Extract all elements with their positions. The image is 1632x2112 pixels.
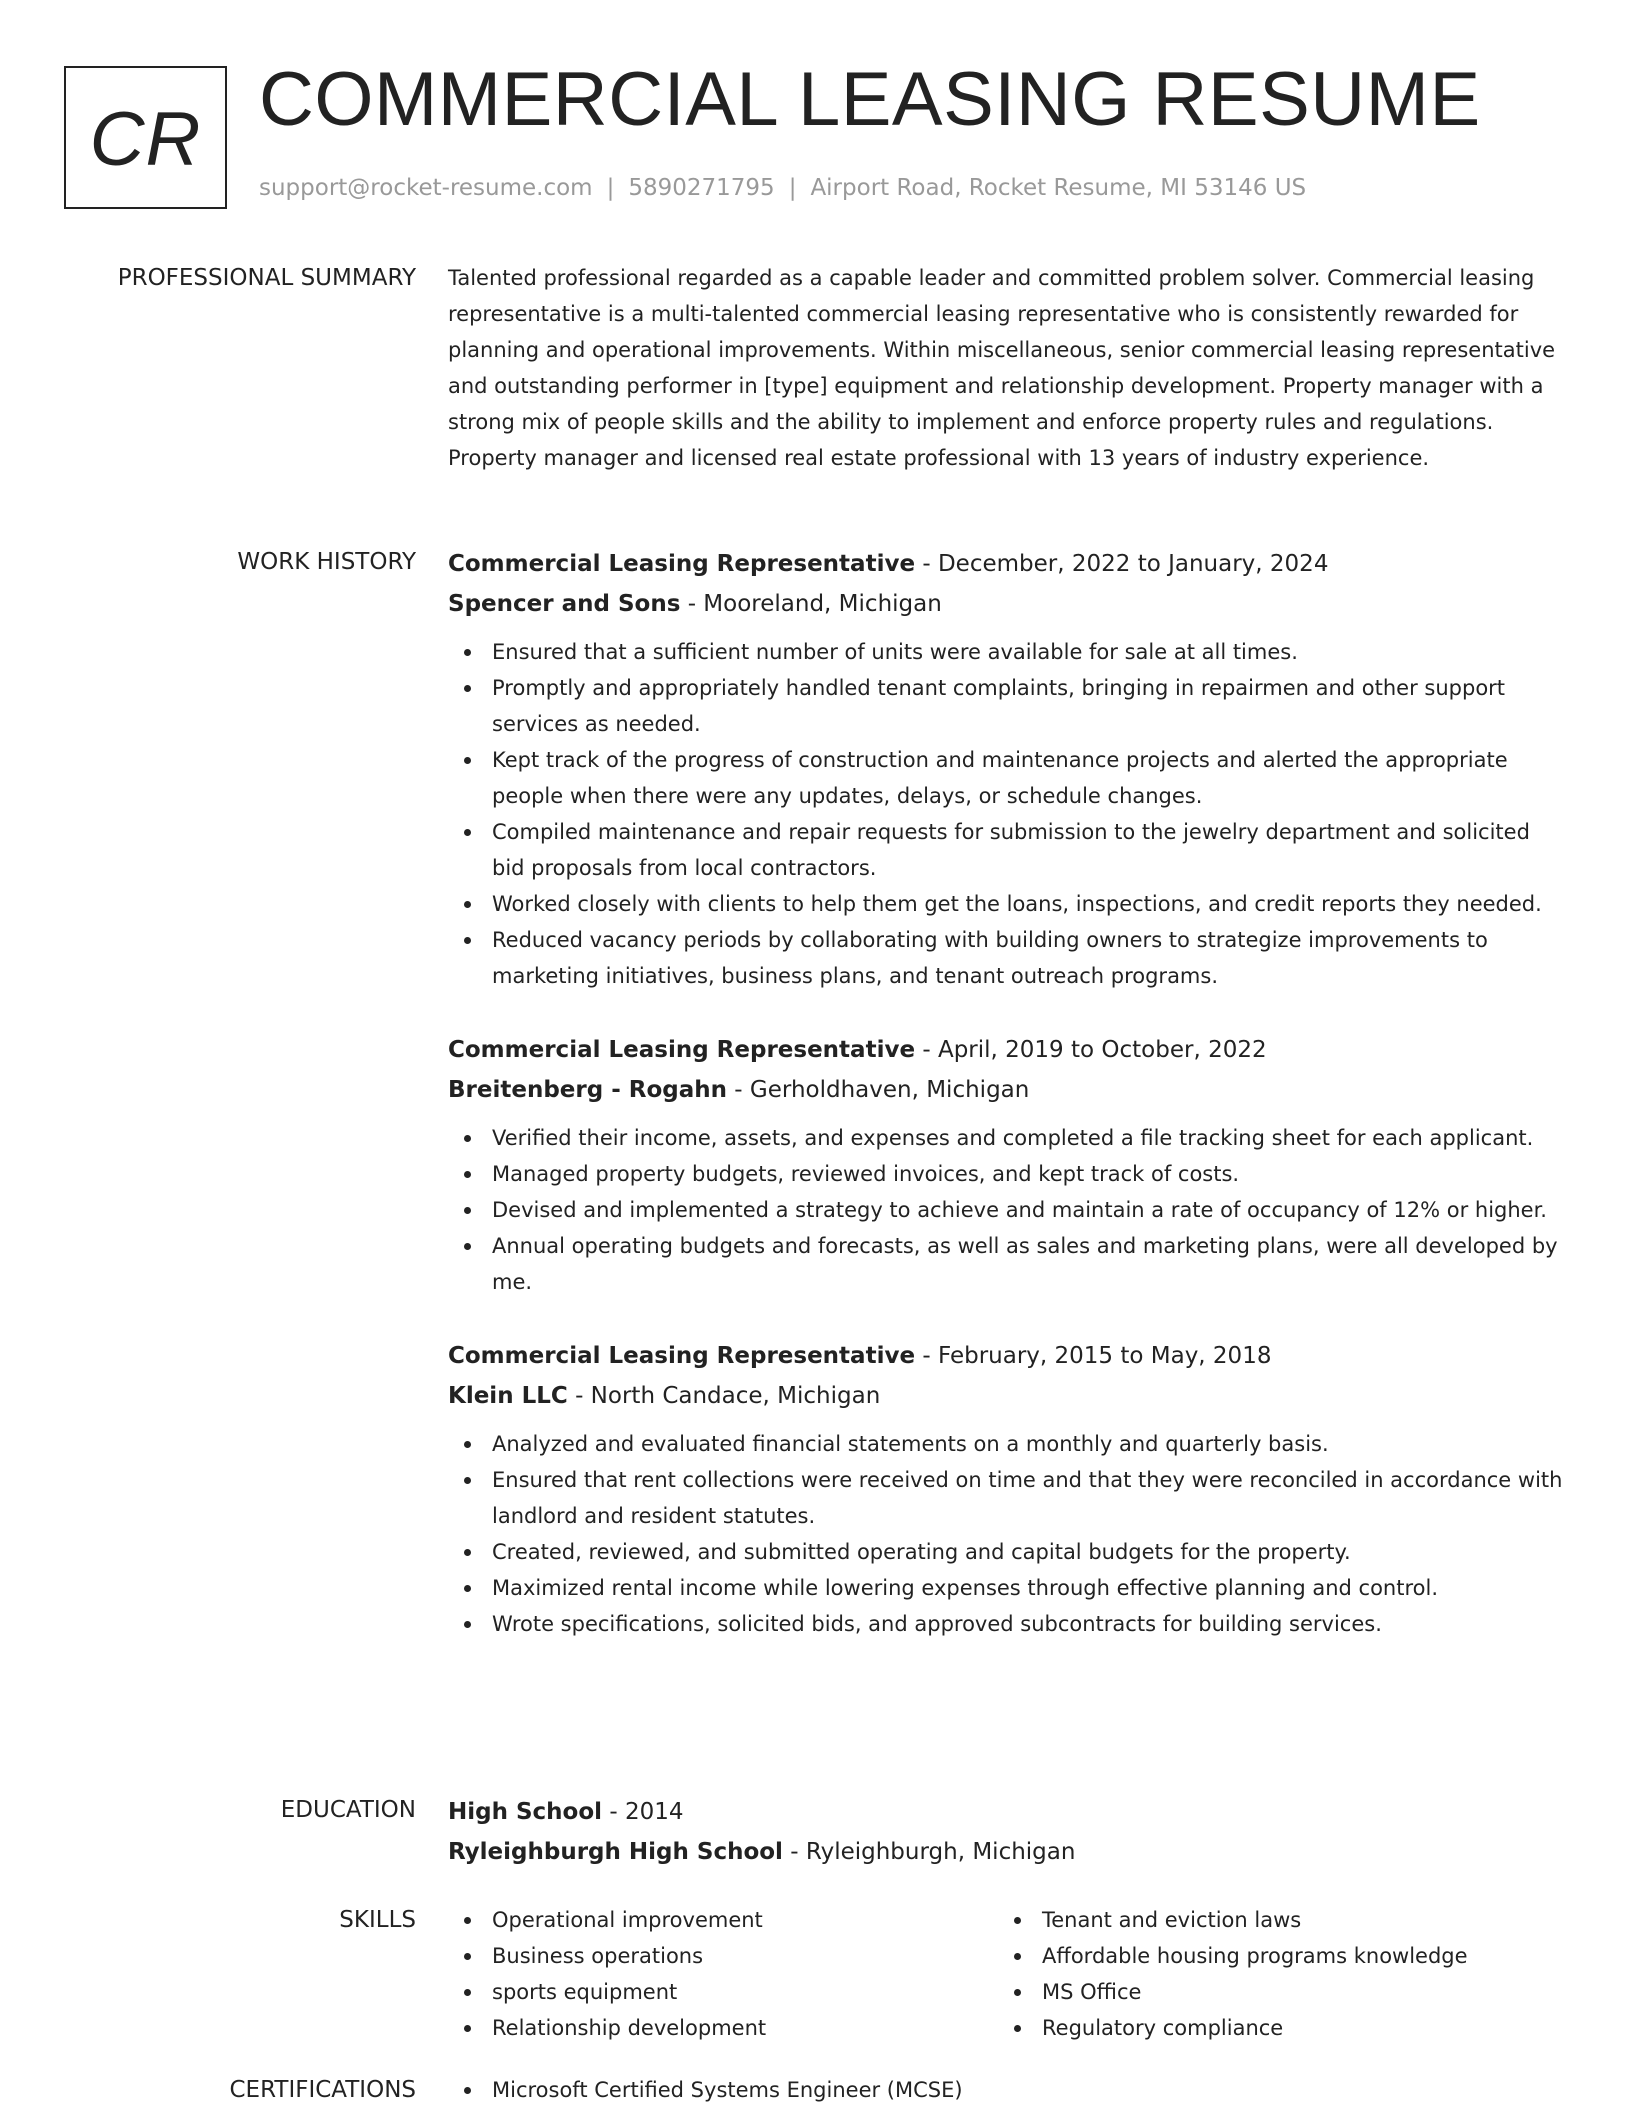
education-location: - Ryleighburgh, Michigan (782, 1839, 1076, 1865)
monogram-initials: CR (89, 97, 202, 182)
skills-body (448, 1902, 1568, 2046)
job-company-line (448, 1070, 1568, 1110)
job-location: - Gerholdhaven, Michigan (727, 1077, 1030, 1103)
contact-email: support@rocket-resume.com (259, 175, 593, 201)
job-bullet: Compiled maintenance and repair requests for submission to the jewelry department and solicited bid proposals from local contractors. (448, 814, 1568, 886)
skill-item: Tenant and eviction laws (998, 1902, 1548, 1938)
skill-item: MS Office (998, 1974, 1548, 2010)
job-bullet: Verified their income, assets, and expenses and completed a file tracking sheet for each applicant. (448, 1120, 1568, 1156)
summary-label: PROFESSIONAL SUMMARY (117, 265, 416, 291)
job-company: Breitenberg - Rogahn (448, 1077, 727, 1103)
contact-address: Airport Road, Rocket Resume, MI 53146 US (810, 175, 1307, 201)
education-school: Ryleighburgh High School (448, 1839, 783, 1865)
job-bullet: Reduced vacancy periods by collaborating with building owners to strategize improvements to marketing initiatives, business plans, and tenant outreach programs. (448, 922, 1568, 994)
monogram-box (64, 66, 227, 209)
job-bullet: Wrote specifications, solicited bids, and approved subcontracts for building services. (448, 1606, 1568, 1642)
job-bullet: Maximized rental income while lowering expenses through effective planning and control. (448, 1570, 1568, 1606)
job-title: Commercial Leasing Representative (448, 1343, 916, 1369)
job-bullet: Analyzed and evaluated financial statements on a monthly and quarterly basis. (448, 1426, 1568, 1462)
education-degree: High School (448, 1799, 603, 1825)
job-title: Commercial Leasing Representative (448, 1037, 916, 1063)
summary-body (448, 260, 1568, 476)
education-label: EDUCATION (280, 1797, 416, 1823)
skill-item: Regulatory compliance (998, 2010, 1548, 2046)
job-dates: - February, 2015 to May, 2018 (915, 1343, 1272, 1369)
skill-item: Relationship development (448, 2010, 998, 2046)
job-title-line (448, 1336, 1568, 1376)
summary-text: Talented professional regarded as a capable leader and committed problem solver. Commercial leasing representative is a multi-talented commercial leasing representative who is consistently rewarded for planning and operational improvements. Within miscellaneous, senior commercial leasing representative and outstanding performer in [type] equipment and relationship development. Property manager with a strong mix of people skills and the ability to implement and enforce property rules and regulations. Property manager and licensed real estate professional with 13 years of industry experience. (448, 266, 1556, 470)
job-title: Commercial Leasing Representative (448, 551, 916, 577)
skill-item: Business operations (448, 1938, 998, 1974)
job-dates: - December, 2022 to January, 2024 (915, 551, 1329, 577)
job-bullet: Managed property budgets, reviewed invoices, and kept track of costs. (448, 1156, 1568, 1192)
certification-item: Microsoft Certified Systems Engineer (MCSE) (448, 2072, 998, 2108)
skills-label: SKILLS (339, 1907, 416, 1933)
education-school-line (448, 1832, 1568, 1872)
contact-separator: | (606, 175, 615, 201)
skills-column-right (998, 1902, 1548, 2046)
job-company-line (448, 1376, 1568, 1416)
job-dates: - April, 2019 to October, 2022 (915, 1037, 1267, 1063)
skill-item: Affordable housing programs knowledge (998, 1938, 1548, 1974)
job-bullets (448, 1120, 1568, 1300)
certifications-list (448, 2072, 998, 2108)
contact-phone: 5890271795 (628, 175, 775, 201)
job-company-line (448, 584, 1568, 624)
job-bullet: Kept track of the progress of construction and maintenance projects and alerted the appropriate people when there were any updates, delays, or schedule changes. (448, 742, 1568, 814)
job-title-line (448, 1030, 1568, 1070)
job-location: - North Candace, Michigan (567, 1383, 881, 1409)
education-degree-line (448, 1792, 1568, 1832)
job-bullet: Devised and implemented a strategy to achieve and maintain a rate of occupancy of 12% or higher. (448, 1192, 1568, 1228)
job-location: - Mooreland, Michigan (680, 591, 942, 617)
contact-separator: | (788, 175, 797, 201)
work-history-label: WORK HISTORY (237, 549, 416, 575)
job-company: Klein LLC (448, 1383, 568, 1409)
skill-item: Operational improvement (448, 1902, 998, 1938)
job-title-line (448, 544, 1568, 584)
job-bullets (448, 634, 1568, 994)
job-bullet: Created, reviewed, and submitted operating and capital budgets for the property. (448, 1534, 1568, 1570)
job-company: Spencer and Sons (448, 591, 681, 617)
skills-column-left (448, 1902, 998, 2046)
job-bullet: Worked closely with clients to help them get the loans, inspections, and credit reports they needed. (448, 886, 1568, 922)
job-entry (448, 1030, 1568, 1300)
skill-item: sports equipment (448, 1974, 998, 2010)
contact-line (259, 174, 1306, 204)
certifications-body (448, 2072, 1568, 2108)
resume-title: COMMERCIAL LEASING RESUME (259, 57, 1481, 142)
job-bullet: Ensured that rent collections were received on time and that they were reconciled in accordance with landlord and resident statutes. (448, 1462, 1568, 1534)
education-year: - 2014 (602, 1799, 684, 1825)
job-entry (448, 1336, 1568, 1642)
work-history-body (448, 544, 1568, 1678)
job-bullets (448, 1426, 1568, 1642)
job-bullet: Ensured that a sufficient number of units were available for sale at all times. (448, 634, 1568, 670)
job-bullet: Annual operating budgets and forecasts, as well as sales and marketing plans, were all developed by me. (448, 1228, 1568, 1300)
skills-grid (448, 1902, 1568, 2046)
certifications-label: CERTIFICATIONS (229, 2077, 416, 2103)
job-entry (448, 544, 1568, 994)
job-bullet: Promptly and appropriately handled tenant complaints, bringing in repairmen and other support services as needed. (448, 670, 1568, 742)
education-body (448, 1792, 1568, 1872)
